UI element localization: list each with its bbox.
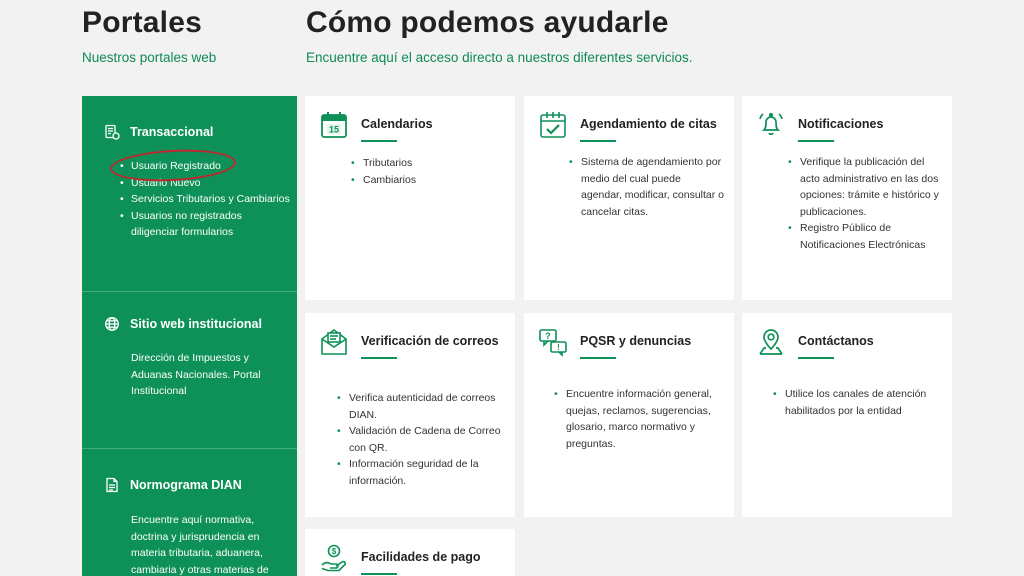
ayuda-heading: Cómo podemos ayudarle [306,6,669,39]
card-title[interactable]: PQSR y denuncias [580,334,692,348]
chat-icon [538,327,568,357]
portales-heading: Portales [82,6,202,39]
svg-text:!: ! [557,343,560,352]
calendar-icon-number: 15 [328,124,340,135]
portales-subtitle: Nuestros portales web [82,50,217,65]
payment-hand-icon [319,543,349,573]
title-underline [580,357,616,359]
calendarios-links [351,155,501,188]
link-tributarios[interactable]: • Tributarios [351,155,501,172]
contactanos-description[interactable]: • Utilice los canales de atención habilitados por la entidad [773,386,943,419]
sidebar-section-transaccional [82,96,297,292]
title-underline [361,140,397,142]
calendar-check-icon [538,110,568,140]
title-underline [798,357,834,359]
card-verificacion-correos[interactable] [305,313,515,517]
sidebar-heading-sitio-web[interactable] [104,316,262,332]
document-icon [104,477,120,493]
card-title[interactable]: Notificaciones [798,117,884,131]
link-verifique-publicacion[interactable]: • Verifique la publicación del acto administrativo en las dos opciones: trámite e histórico y publicaciones. [788,154,943,220]
globe-icon [104,316,120,332]
title-underline [361,357,397,359]
link-usuarios-no-registrados[interactable]: • Usuarios no registrados diligenciar formularios [120,208,290,241]
card-facilidades-pago[interactable] [305,529,515,576]
link-usuario-registrado[interactable]: • Usuario Registrado [120,158,290,175]
citas-description[interactable]: • Sistema de agendamiento por medio del cual puede agendar, modificar, consultar o cancelar citas. [569,154,724,220]
title-underline [361,573,397,575]
svg-text:?: ? [545,331,551,341]
title-underline [798,140,834,142]
link-usuario-nuevo[interactable]: • Usuario Nuevo [120,175,290,192]
link-validacion-cadena-qr[interactable]: • Validación de Cadena de Correo con QR. [337,423,507,456]
card-title[interactable]: Agendamiento de citas [580,117,717,131]
link-informacion-seguridad[interactable]: • Información seguridad de la información. [337,456,507,489]
sidebar-section-sitio-web [82,292,297,449]
link-cambiarios[interactable]: • Cambiarios [351,172,501,189]
ayuda-subtitle: Encuentre aquí el acceso directo a nuestros diferentes servicios. [306,50,693,65]
sitio-web-description[interactable]: Dirección de Impuestos y Aduanas Nacionales. Portal Institucional [131,352,261,397]
card-title[interactable]: Verificación de correos [361,334,499,348]
sidebar-heading-label: Transaccional [130,125,214,139]
sidebar-heading-label: Normograma DIAN [130,478,242,492]
sidebar-heading-normograma[interactable] [104,477,242,493]
card-pqsr-denuncias[interactable] [524,313,734,517]
title-underline [580,140,616,142]
card-notificaciones[interactable] [742,96,952,300]
envelope-icon [319,327,349,357]
card-title[interactable]: Contáctanos [798,334,874,348]
link-registro-publico[interactable]: • Registro Público de Notificaciones Electrónicas [788,220,943,253]
verificacion-links [337,390,507,489]
link-verifica-autenticidad[interactable]: • Verifica autenticidad de correos DIAN. [337,390,507,423]
contactanos-links [773,386,943,419]
sidebar-section-normograma [82,449,297,576]
transaction-icon [104,124,120,140]
notificaciones-links [788,154,943,253]
svg-text:$: $ [331,547,337,556]
card-title[interactable]: Facilidades de pago [361,550,481,564]
sidebar-heading-label: Sitio web institucional [130,317,262,331]
bell-icon [756,110,786,140]
location-pin-icon [756,327,786,357]
pqsr-description[interactable]: • Encuentre información general, quejas, reclamos, sugerencias, glosario, marco normativo y preguntas. [554,386,726,452]
card-title[interactable]: Calendarios [361,117,433,131]
portales-sidebar [82,96,297,576]
normograma-description[interactable]: Encuentre aquí normativa, doctrina y jurisprudencia en materia tributaria, aduanera, cambiaria y otras materias de [131,514,269,576]
pqsr-links [554,386,726,452]
card-agendamiento-citas[interactable] [524,96,734,300]
sidebar-heading-transaccional[interactable] [104,124,213,140]
card-calendarios[interactable] [305,96,515,300]
card-contactanos[interactable] [742,313,952,517]
link-servicios-tributarios[interactable]: • Servicios Tributarios y Cambiarios [120,191,290,208]
citas-links [569,154,724,220]
calendar-icon [319,110,349,140]
